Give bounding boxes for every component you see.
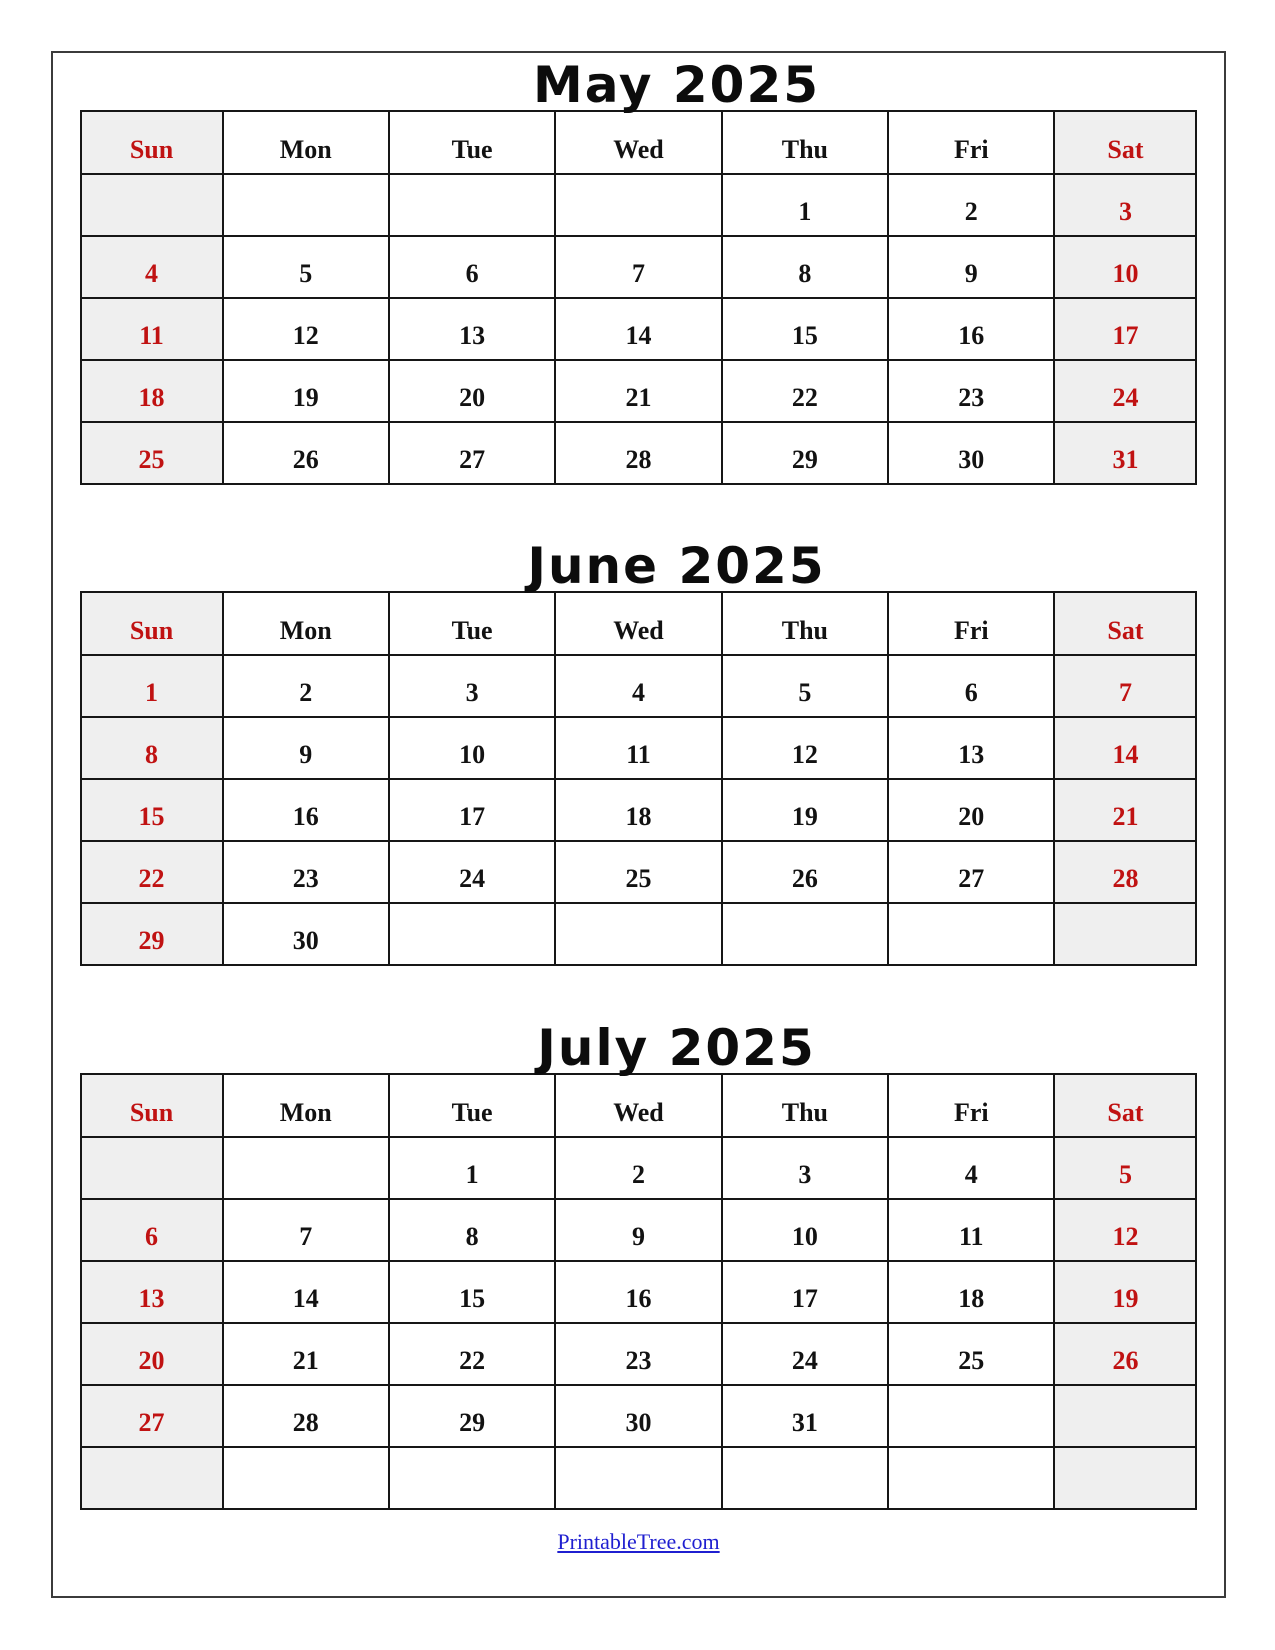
weekday-header-row <box>81 111 1197 174</box>
weekday-header-sun: Sun <box>81 1074 223 1137</box>
weekday-header-wed: Wed <box>555 1074 721 1137</box>
day-cell: 9 <box>888 236 1054 298</box>
weekday-header-fri: Fri <box>888 1074 1054 1137</box>
month-section-may <box>53 56 1224 485</box>
day-cell: 19 <box>223 360 389 422</box>
day-cell: 18 <box>81 360 223 422</box>
day-cell: 10 <box>389 717 555 779</box>
day-cell: 26 <box>223 422 389 484</box>
day-cell: 2 <box>223 655 389 717</box>
day-cell: 13 <box>81 1261 223 1323</box>
day-cell: 10 <box>1054 236 1196 298</box>
day-cell: 12 <box>1054 1199 1196 1261</box>
weekday-header-tue: Tue <box>389 592 555 655</box>
day-cell <box>81 1447 223 1509</box>
day-cell: 16 <box>555 1261 721 1323</box>
day-cell: 30 <box>223 903 389 965</box>
day-cell: 9 <box>223 717 389 779</box>
day-cell <box>389 903 555 965</box>
month-title-july: July 2025 <box>537 1019 816 1077</box>
day-cell: 4 <box>555 655 721 717</box>
day-cell: 15 <box>389 1261 555 1323</box>
day-cell: 25 <box>888 1323 1054 1385</box>
day-cell: 27 <box>888 841 1054 903</box>
day-cell: 7 <box>555 236 721 298</box>
day-cell: 15 <box>722 298 888 360</box>
day-cell <box>722 1447 888 1509</box>
day-cell: 1 <box>81 655 223 717</box>
day-cell: 22 <box>389 1323 555 1385</box>
week-row <box>81 360 1197 422</box>
day-cell: 29 <box>389 1385 555 1447</box>
day-cell: 5 <box>1054 1137 1196 1199</box>
calendar-table-july <box>80 1073 1198 1510</box>
week-row <box>81 174 1197 236</box>
day-cell: 20 <box>81 1323 223 1385</box>
day-cell: 7 <box>1054 655 1196 717</box>
day-cell: 28 <box>223 1385 389 1447</box>
weekday-header-fri: Fri <box>888 111 1054 174</box>
week-row <box>81 1199 1197 1261</box>
week-row <box>81 1385 1197 1447</box>
day-cell: 25 <box>81 422 223 484</box>
day-cell: 3 <box>1054 174 1196 236</box>
day-cell: 16 <box>223 779 389 841</box>
day-cell: 29 <box>722 422 888 484</box>
day-cell: 28 <box>555 422 721 484</box>
day-cell: 25 <box>555 841 721 903</box>
day-cell: 12 <box>722 717 888 779</box>
day-cell: 19 <box>722 779 888 841</box>
day-cell: 20 <box>389 360 555 422</box>
week-row <box>81 841 1197 903</box>
day-cell <box>888 1385 1054 1447</box>
day-cell: 22 <box>722 360 888 422</box>
week-row <box>81 1137 1197 1199</box>
day-cell <box>1054 1385 1196 1447</box>
weekday-header-sat: Sat <box>1054 1074 1196 1137</box>
day-cell: 31 <box>722 1385 888 1447</box>
day-cell: 24 <box>722 1323 888 1385</box>
day-cell: 3 <box>722 1137 888 1199</box>
weekday-header-mon: Mon <box>223 1074 389 1137</box>
day-cell <box>81 174 223 236</box>
weekday-header-fri: Fri <box>888 592 1054 655</box>
week-row <box>81 1323 1197 1385</box>
day-cell <box>555 174 721 236</box>
day-cell: 17 <box>1054 298 1196 360</box>
day-cell: 21 <box>1054 779 1196 841</box>
day-cell: 7 <box>223 1199 389 1261</box>
weekday-header-thu: Thu <box>722 111 888 174</box>
weekday-header-sun: Sun <box>81 111 223 174</box>
day-cell: 13 <box>389 298 555 360</box>
day-cell <box>722 903 888 965</box>
weekday-header-row <box>81 592 1197 655</box>
day-cell <box>389 174 555 236</box>
day-cell: 26 <box>722 841 888 903</box>
day-cell: 23 <box>555 1323 721 1385</box>
day-cell: 27 <box>81 1385 223 1447</box>
day-cell <box>223 1447 389 1509</box>
day-cell: 31 <box>1054 422 1196 484</box>
month-section-june <box>53 537 1224 966</box>
weekday-header-sun: Sun <box>81 592 223 655</box>
day-cell: 8 <box>722 236 888 298</box>
day-cell: 2 <box>888 174 1054 236</box>
calendar-page <box>51 51 1226 1598</box>
day-cell: 18 <box>888 1261 1054 1323</box>
day-cell <box>1054 903 1196 965</box>
weekday-header-row <box>81 1074 1197 1137</box>
day-cell: 5 <box>223 236 389 298</box>
day-cell: 21 <box>555 360 721 422</box>
day-cell: 30 <box>555 1385 721 1447</box>
day-cell: 17 <box>389 779 555 841</box>
day-cell: 28 <box>1054 841 1196 903</box>
weekday-header-wed: Wed <box>555 111 721 174</box>
week-row <box>81 298 1197 360</box>
day-cell: 12 <box>223 298 389 360</box>
day-cell <box>555 1447 721 1509</box>
weekday-header-sat: Sat <box>1054 111 1196 174</box>
day-cell: 14 <box>555 298 721 360</box>
day-cell <box>888 1447 1054 1509</box>
week-row <box>81 1447 1197 1509</box>
week-row <box>81 903 1197 965</box>
day-cell: 15 <box>81 779 223 841</box>
day-cell <box>555 903 721 965</box>
day-cell: 19 <box>1054 1261 1196 1323</box>
week-row <box>81 236 1197 298</box>
day-cell <box>888 903 1054 965</box>
footer-link[interactable]: PrintableTree.com <box>557 1529 720 1554</box>
day-cell <box>389 1447 555 1509</box>
day-cell: 14 <box>1054 717 1196 779</box>
weekday-header-wed: Wed <box>555 592 721 655</box>
day-cell: 20 <box>888 779 1054 841</box>
day-cell: 24 <box>1054 360 1196 422</box>
day-cell: 11 <box>888 1199 1054 1261</box>
day-cell: 3 <box>389 655 555 717</box>
weekday-header-tue: Tue <box>389 111 555 174</box>
day-cell: 27 <box>389 422 555 484</box>
day-cell: 2 <box>555 1137 721 1199</box>
day-cell: 11 <box>81 298 223 360</box>
day-cell <box>223 1137 389 1199</box>
day-cell: 14 <box>223 1261 389 1323</box>
week-row <box>81 1261 1197 1323</box>
day-cell: 17 <box>722 1261 888 1323</box>
weekday-header-tue: Tue <box>389 1074 555 1137</box>
day-cell: 1 <box>389 1137 555 1199</box>
day-cell: 5 <box>722 655 888 717</box>
day-cell: 16 <box>888 298 1054 360</box>
day-cell: 23 <box>888 360 1054 422</box>
day-cell <box>223 174 389 236</box>
day-cell: 21 <box>223 1323 389 1385</box>
weekday-header-sat: Sat <box>1054 592 1196 655</box>
month-title-june: June 2025 <box>527 537 826 595</box>
calendar-table-june <box>80 591 1198 966</box>
weekday-header-mon: Mon <box>223 111 389 174</box>
day-cell: 4 <box>81 236 223 298</box>
day-cell <box>1054 1447 1196 1509</box>
day-cell: 1 <box>722 174 888 236</box>
day-cell: 8 <box>389 1199 555 1261</box>
day-cell: 23 <box>223 841 389 903</box>
day-cell: 8 <box>81 717 223 779</box>
day-cell: 13 <box>888 717 1054 779</box>
weekday-header-thu: Thu <box>722 1074 888 1137</box>
week-row <box>81 779 1197 841</box>
month-title-may: May 2025 <box>532 56 821 114</box>
week-row <box>81 717 1197 779</box>
day-cell: 6 <box>888 655 1054 717</box>
day-cell <box>81 1137 223 1199</box>
weekday-header-thu: Thu <box>722 592 888 655</box>
week-row <box>81 655 1197 717</box>
calendar-table-may <box>80 110 1198 485</box>
day-cell: 18 <box>555 779 721 841</box>
day-cell: 26 <box>1054 1323 1196 1385</box>
day-cell: 6 <box>81 1199 223 1261</box>
day-cell: 24 <box>389 841 555 903</box>
day-cell: 29 <box>81 903 223 965</box>
day-cell: 10 <box>722 1199 888 1261</box>
day-cell: 30 <box>888 422 1054 484</box>
day-cell: 9 <box>555 1199 721 1261</box>
footer <box>53 1529 1224 1555</box>
month-section-july <box>53 1019 1224 1510</box>
day-cell: 6 <box>389 236 555 298</box>
week-row <box>81 422 1197 484</box>
day-cell: 4 <box>888 1137 1054 1199</box>
day-cell: 11 <box>555 717 721 779</box>
weekday-header-mon: Mon <box>223 592 389 655</box>
day-cell: 22 <box>81 841 223 903</box>
